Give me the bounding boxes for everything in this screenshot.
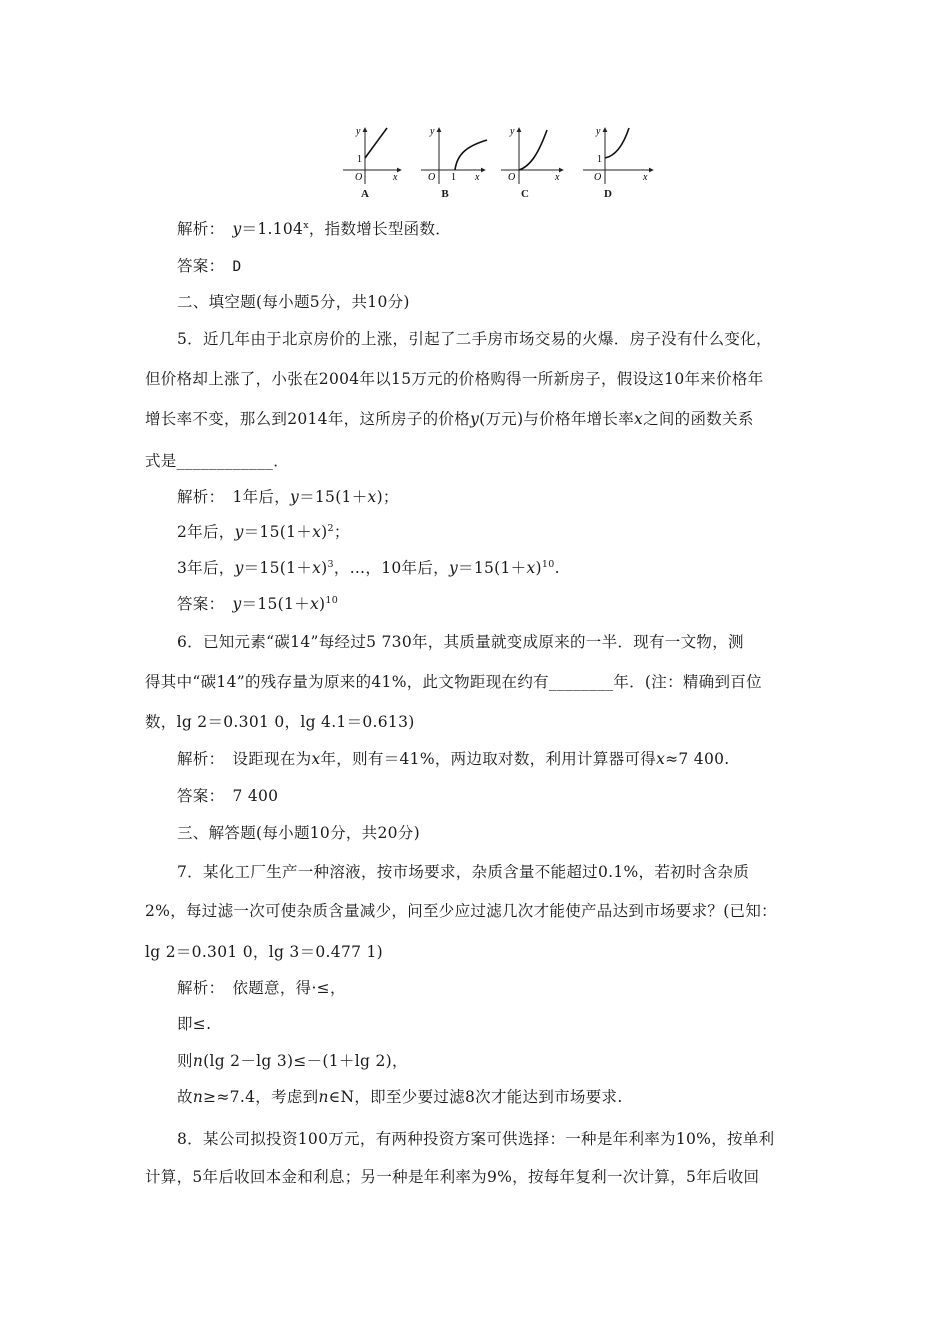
q6-analysis-segment: ≈7 400.: [665, 750, 730, 768]
q7-line-1-segment: 7．某化工厂生产一种溶液，按市场要求，杂质含量不能超过0.1%，若初时含杂质: [177, 863, 750, 881]
q4-answer: [0, 252, 950, 280]
graph-c-x-label: x: [555, 172, 560, 183]
graph-d-origin: O: [594, 172, 602, 183]
q5-analysis-1-segment: )；: [376, 488, 399, 506]
graph-b-mark: 1: [451, 172, 456, 183]
graphs-svg: [335, 122, 657, 188]
q5-answer: [0, 590, 950, 618]
q6-line-1-segment: 6．已知元素“碳14”每经过5 730年，其质量就变成原来的一半．现有一文物，测: [177, 633, 744, 651]
graph-d-mark: 1: [597, 154, 602, 165]
q5-line-4-segment: 式是____________．: [145, 452, 290, 470]
q5-analysis-3-segment: y: [448, 559, 459, 577]
q5-analysis-3: [0, 554, 950, 582]
q4-analysis-segment: y: [232, 220, 242, 238]
q5-analysis-2-segment: 2: [327, 523, 334, 534]
q8-line-1: [0, 1125, 950, 1153]
q5-analysis-3-segment: x: [526, 559, 536, 577]
graph-d-x-label: x: [643, 172, 648, 183]
curve-c: [519, 130, 547, 170]
graph-d-y-label: y: [596, 126, 601, 137]
graph-d: [583, 126, 653, 184]
q5-line-3-segment: 增长率不变，那么到2014年，这所房子的价格: [145, 410, 471, 428]
q5-analysis-3-segment: 10: [541, 559, 555, 570]
q5-line-3: [0, 405, 950, 433]
q6-line-2-segment: 得其中“碳14”的残存量为原来的41%，此文物距现在约有________年．(注：精确到百位: [145, 673, 762, 691]
q7-analysis-3-segment: 则: [177, 1052, 193, 1070]
q5-line-3-segment: (万元)与价格年增长率: [479, 410, 635, 428]
section-2-heading-segment: 二、填空题(每小题5分，共10分): [177, 293, 410, 311]
curve-a: [365, 128, 387, 158]
graph-c-y-label: y: [510, 126, 515, 137]
q5-analysis-2-segment: ；: [333, 523, 350, 541]
q5-line-4: [0, 447, 950, 475]
q6-analysis: [0, 745, 950, 773]
q5-analysis-1-segment: ＝15(1＋: [299, 488, 368, 506]
q8-line-2-segment: 计算，5年后收回本金和利息；另一种是年利率为9%，按每年复利一次计算，5年后收回: [145, 1168, 760, 1186]
q5-line-1-segment: 5．近几年由于北京房价的上涨，引起了二手房市场交易的火爆．房子没有什么变化，: [177, 330, 772, 348]
q5-answer-segment: ): [319, 595, 326, 613]
q5-line-3-segment: y: [470, 410, 480, 428]
q6-line-2: [0, 668, 950, 696]
graph-a-x-label: x: [393, 172, 398, 183]
q7-analysis-3: [0, 1047, 950, 1075]
q5-analysis-3-segment: x: [312, 559, 322, 577]
q4-answer-segment: D: [232, 259, 242, 275]
q5-analysis-1: [0, 483, 950, 511]
q5-analysis-1-segment: x: [367, 488, 377, 506]
q5-analysis-3-segment: y: [234, 559, 244, 577]
q5-analysis-2-segment: ): [321, 523, 328, 541]
q5-answer-segment: y: [232, 595, 242, 613]
q7-analysis-1: [0, 974, 950, 1002]
q4-analysis-segment: x: [303, 220, 309, 231]
q5-analysis-3-segment: 3: [327, 559, 334, 570]
q5-analysis-3-segment: ＝15(1＋: [458, 559, 527, 577]
q5-line-3-segment: x: [634, 410, 644, 428]
q5-answer-segment: 答案：: [177, 595, 233, 613]
q7-analysis-4-segment: n: [318, 1088, 329, 1106]
q6-line-1: [0, 628, 950, 656]
q7-analysis-4-segment: ∈N，即至少要过滤8次才能达到市场要求.: [328, 1088, 623, 1106]
q5-analysis-2-segment: ＝15(1＋: [243, 523, 313, 541]
q8-line-2: [0, 1163, 950, 1191]
q7-analysis-3-segment: n: [192, 1052, 204, 1070]
graph-b-x-label: x: [475, 172, 480, 183]
q5-analysis-3-segment: ): [321, 559, 328, 577]
q5-analysis-3-segment: ＝15(1＋: [243, 559, 313, 577]
graph-c-caption: C: [521, 188, 529, 200]
q7-line-3-segment: lg 2＝0.301 0，lg 3＝0.477 1): [145, 943, 384, 961]
q5-line-2: [0, 365, 950, 393]
q7-analysis-4-segment: n: [192, 1088, 204, 1106]
curve-b: [455, 140, 487, 170]
q7-line-2-segment: 2%，每过滤一次可使杂质含量减少，问至少应过滤几次才能使产品达到市场要求？(已知：: [145, 902, 777, 920]
q7-analysis-4-segment: 故: [177, 1088, 193, 1106]
q5-answer-segment: ＝15(1＋: [241, 595, 310, 613]
graph-b-origin: O: [428, 172, 436, 183]
curve-d: [605, 128, 629, 158]
q5-analysis-1-segment: 解析： 1年后，: [177, 488, 291, 506]
section-3-heading: [0, 819, 950, 847]
section-3-heading-segment: 三、解答题(每小题10分，共20分): [177, 824, 420, 842]
q5-analysis-3-segment: ): [535, 559, 542, 577]
answer-choice-graphs: [335, 122, 657, 204]
q5-analysis-1-segment: y: [290, 488, 300, 506]
q4-analysis-segment: ，指数增长型函数．: [308, 220, 452, 238]
graph-a: [343, 126, 401, 184]
q6-line-3-segment: 数，lg 2＝0.301 0，lg 4.1＝0.613): [145, 713, 415, 731]
q5-line-1: [0, 325, 950, 353]
q6-analysis-segment: 年，则有＝41%，两边取对数，利用计算器可得: [320, 750, 657, 768]
graph-b: [421, 126, 487, 184]
q5-analysis-2-segment: x: [312, 523, 322, 541]
section-2-heading: [0, 288, 950, 316]
q7-analysis-4-segment: ≥≈7.4，考虑到: [203, 1088, 319, 1106]
q6-answer: [0, 782, 950, 810]
graph-a-mark: 1: [357, 154, 362, 165]
q4-analysis-segment: 解析：: [177, 220, 233, 238]
q7-analysis-2: [0, 1010, 950, 1038]
q5-analysis-3-segment: ，…，10年后，: [333, 559, 449, 577]
q7-line-2: [0, 897, 950, 925]
q6-analysis-segment: 解析： 设距现在为: [177, 750, 312, 768]
graph-c-origin: O: [508, 172, 516, 183]
graph-b-y-label: y: [430, 126, 435, 137]
q4-answer-segment: 答案：: [177, 257, 233, 275]
q7-analysis-4: [0, 1083, 950, 1111]
q5-answer-segment: x: [309, 595, 319, 613]
q6-line-3: [0, 708, 950, 736]
q6-analysis-segment: x: [311, 750, 321, 768]
q5-analysis-3-segment: 3年后，: [177, 559, 235, 577]
q6-analysis-segment: x: [656, 750, 666, 768]
q5-analysis-3-segment: .: [554, 559, 560, 577]
q5-analysis-2: [0, 518, 950, 546]
graph-a-caption: A: [361, 188, 369, 200]
q7-line-3: [0, 938, 950, 966]
q4-analysis-segment: ＝1.104: [241, 220, 304, 238]
graph-d-caption: D: [604, 188, 612, 200]
graph-a-y-label: y: [356, 126, 361, 137]
graph-c: [501, 126, 563, 184]
graph-b-caption: B: [441, 188, 449, 200]
q7-analysis-1-segment: 解析： 依题意，得·≤，: [177, 979, 346, 997]
q5-line-2-segment: 但价格却上涨了，小张在2004年以15万元的价格购得一所新房子，假设这10年来价格年: [145, 370, 764, 388]
graph-a-origin: O: [355, 172, 363, 183]
q5-analysis-2-segment: y: [234, 523, 244, 541]
q7-analysis-3-segment: (lg 2－lg 3)≤－(1＋lg 2)，: [203, 1052, 408, 1070]
q7-line-1: [0, 858, 950, 886]
q5-answer-segment: 10: [325, 595, 339, 606]
q6-answer-segment: 答案： 7 400: [177, 787, 279, 805]
q7-analysis-2-segment: 即≤.: [177, 1015, 212, 1033]
q5-analysis-2-segment: 2年后，: [177, 523, 235, 541]
q5-line-3-segment: 之间的函数关系: [643, 410, 754, 428]
q4-analysis: [0, 215, 950, 243]
q8-line-1-segment: 8．某公司拟投资100万元，有两种投资方案可供选择：一种是年利率为10%，按单利: [177, 1130, 775, 1148]
